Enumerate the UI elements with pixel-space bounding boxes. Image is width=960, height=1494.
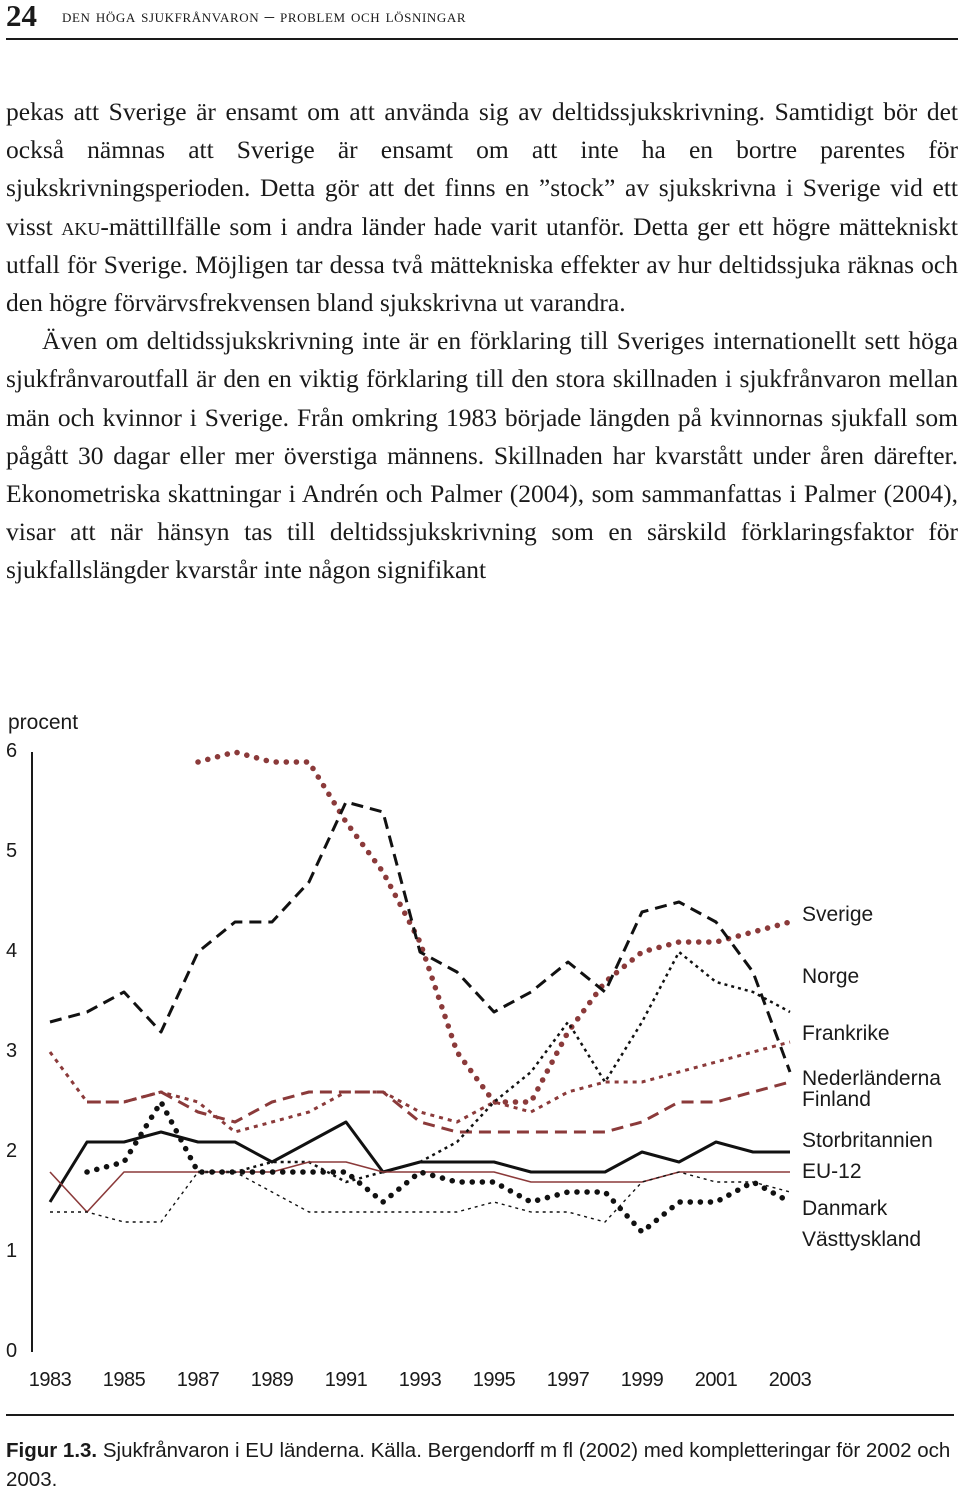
x-tick-label: 1985	[102, 1369, 146, 1391]
x-tick-label: 1987	[176, 1369, 220, 1391]
legend-item: Frankrike	[802, 1022, 890, 1045]
series-line-storbritannien	[50, 1122, 790, 1202]
legend-item: Västtyskland	[802, 1228, 922, 1251]
legend-item: Sverige	[802, 903, 874, 926]
legend-item: Storbritannien	[802, 1129, 933, 1152]
page-number: 24	[6, 0, 37, 33]
y-axis-label: procent	[8, 711, 79, 734]
series-line-sverige	[198, 752, 790, 1102]
running-title: den höga sjukfrånvaron – problem och lösningar	[62, 6, 467, 27]
y-tick-label: 0	[6, 1340, 18, 1362]
paragraph-2: Även om deltidssjukskrivning inte är en förklaring till Sveriges internationellt sett höga sjukfrånvaroutfall är den en viktig förklaring till den stora skillnaden i sjukfrånvaron mellan män och kvinnor i Sverige. Från omkring 1983 började längden på kvinnornas sjukfall som pågått 30 dagar eller mer överstiga männens. Skillnaden har kvarstått under åren därefter. Ekonometriska skattningar i Andrén och Palmer (2004), som sammanfattas i Palmer (2004), visar att när hänsyn tas till deltidssjukskrivning som en särskild förklaringsfaktor för sjukfallslängder kvarstår inte någon signifikant	[6, 326, 958, 585]
legend-item: Nederländerna	[802, 1067, 941, 1090]
y-tick-label: 6	[6, 740, 18, 762]
legend-item: Finland	[802, 1088, 871, 1111]
body-text	[6, 93, 958, 590]
series-lines	[50, 752, 790, 1232]
x-tick-label: 1999	[620, 1369, 664, 1391]
y-tick-labels	[6, 740, 17, 1362]
paragraph-1-part-a: pekas att Sverige är ensamt om att använda sig av deltidssjukskrivning. Samtidigt bör det också nämnas att Sverige är ensamt om att inte ha en bortre parentes för sjukskrivningsperioden. Detta gör att det finns en ”stock” av sjukskrivna i Sverige vid ett visst	[6, 97, 958, 241]
series-line-danmark	[50, 1172, 790, 1222]
series-line-frankrike	[87, 1082, 790, 1132]
legend	[802, 903, 941, 1251]
legend-item: Danmark	[802, 1197, 888, 1220]
y-tick-label: 3	[6, 1040, 18, 1062]
x-tick-label: 1991	[324, 1369, 368, 1391]
figure-caption-text: Sjukfrånvaron i EU länderna. Källa. Bergendorff m fl (2002) med kompletteringar för 2002 och 2003.	[6, 1439, 951, 1491]
series-line-västtyskland	[87, 1102, 790, 1232]
figure-caption	[6, 1414, 954, 1494]
sick-leave-chart	[0, 700, 960, 1410]
legend-item: EU-12	[802, 1160, 862, 1183]
page-header	[6, 0, 958, 40]
y-tick-label: 5	[6, 840, 18, 862]
paragraph-1-part-b: -mättillfälle som i andra länder hade varit utanför. Detta ger ett högre mättekniskt utfall för Sverige. Möjligen tar dessa två mättekniska effekter av hur deltidssjuka räknas och den högre förvärvsfrekvensen bland sjukskrivna ut varandra.	[6, 211, 958, 318]
series-line-nederländerna	[50, 1042, 790, 1132]
x-tick-label: 1997	[546, 1369, 590, 1391]
y-tick-label: 2	[6, 1140, 18, 1162]
x-tick-label: 2001	[694, 1369, 738, 1391]
x-tick-label: 1995	[472, 1369, 516, 1391]
y-tick-label: 4	[6, 940, 18, 962]
series-line-norge	[50, 802, 790, 1072]
figure-label: Figur 1.3.	[6, 1439, 98, 1462]
x-tick-label: 1989	[250, 1369, 294, 1391]
x-tick-label: 2003	[768, 1369, 812, 1391]
y-tick-label: 1	[6, 1240, 18, 1262]
x-tick-label: 1993	[398, 1369, 442, 1391]
x-tick-labels	[29, 1369, 812, 1391]
series-line-finland	[198, 952, 790, 1182]
paragraph-1	[6, 93, 958, 322]
legend-item: Norge	[802, 965, 860, 988]
aku-abbreviation: aku	[61, 211, 101, 241]
x-tick-label: 1983	[28, 1369, 72, 1391]
